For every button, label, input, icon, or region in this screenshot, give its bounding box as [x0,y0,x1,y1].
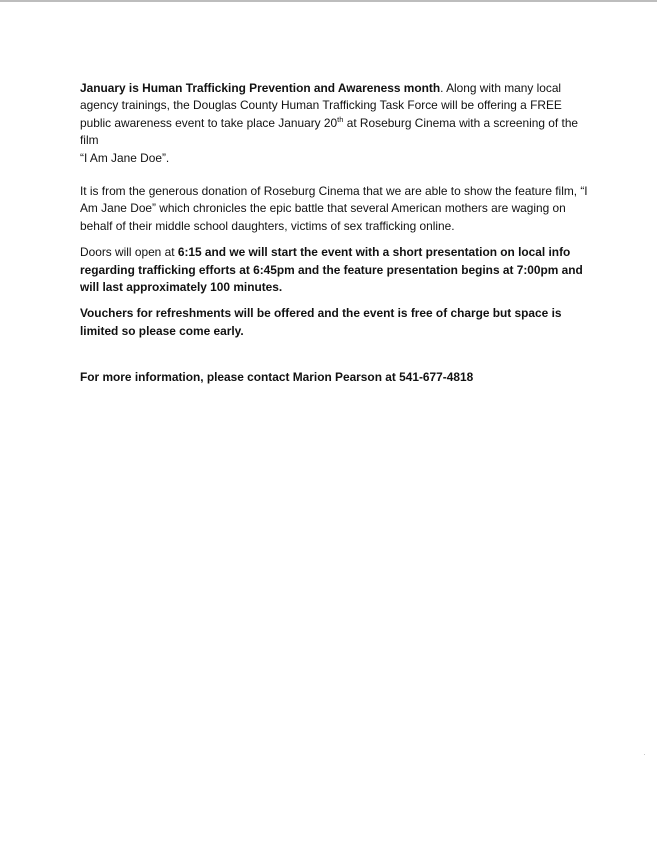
schedule-details: 6:15 and we will start the event with a short presentation on local info regarding trafficking efforts at 6:45pm and the feature presentation begins at 7:00pm and will last approximately 100 minutes. [80,245,583,295]
paragraph-film-description: It is from the generous donation of Roseburg Cinema that we are able to show the feature film, “I Am Jane Doe” which chronicles the epic battle that several American mothers are waging on behalf of their middle school daughters, victims of sex trafficking online. [80,184,588,233]
event-intro-text: . Along with many local agency trainings, the Douglas County Human Trafficking Task Force will be offering a FREE public awareness event to take place January 20 [80,81,562,130]
paragraph-awareness-month [80,80,590,167]
page-speck [644,754,645,755]
page-top-edge [0,0,657,2]
event-location-text: at Roseburg Cinema with a screening of the film [80,115,579,148]
film-title-line: “I Am Jane Doe”. [80,150,170,165]
paragraph-schedule [80,244,590,296]
date-ordinal-suffix: th [337,114,344,124]
doors-open-text: Doors will open at [80,245,178,260]
paragraph-contact [80,369,590,386]
refreshments-notice: Vouchers for refreshments will be offered and the event is free of charge but space is limited so please come early. [80,306,562,338]
awareness-month-heading: January is Human Trafficking Prevention and Awareness month [80,81,441,95]
contact-info: For more information, please contact Marion Pearson at 541-677-4818 [80,370,474,385]
document-body [80,80,590,387]
paragraph-refreshments [80,305,590,340]
